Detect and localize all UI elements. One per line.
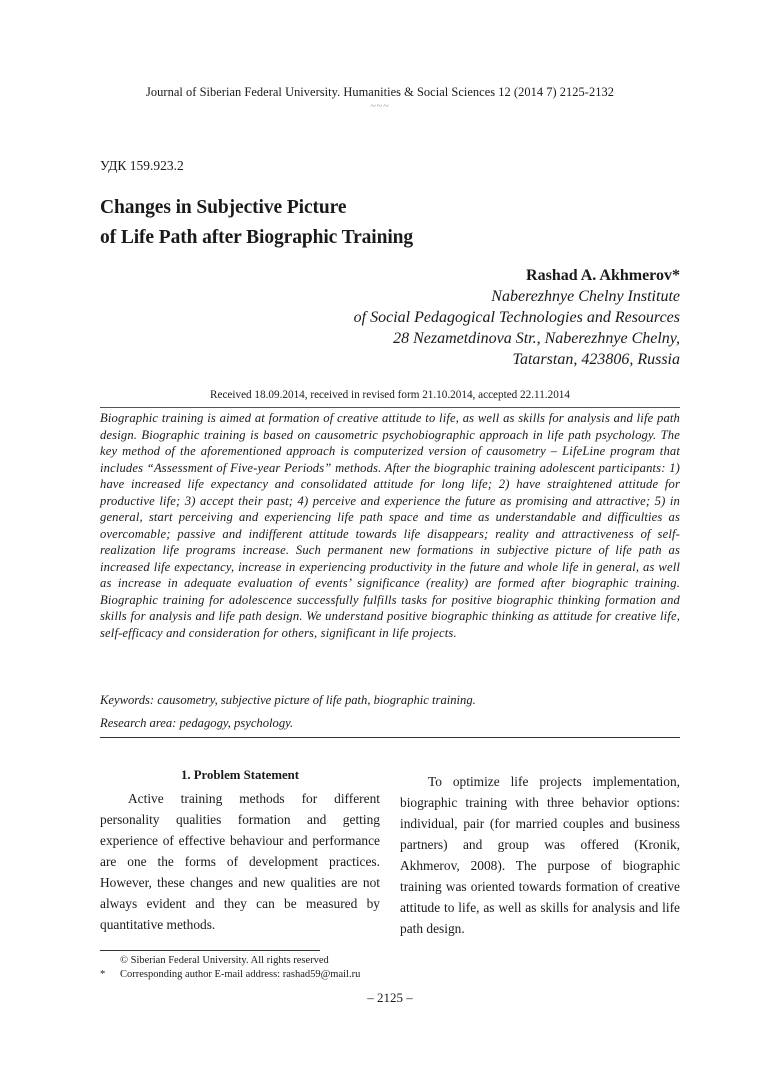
- author-block: [354, 265, 680, 370]
- article-title: [100, 193, 413, 253]
- journal-header: Journal of Siberian Federal University. Humanities & Social Sciences 12 (2014 7) 2125-2132: [146, 85, 614, 99]
- footnote-corresponding-author: [100, 967, 500, 982]
- affiliation-line: 28 Nezametdinova Str., Naberezhnye Chelny,: [393, 330, 680, 347]
- section-heading: 1. Problem Statement: [180, 768, 300, 782]
- abstract-bottom-rule: [100, 737, 680, 738]
- title-line-2: of Life Path after Biographic Training: [100, 227, 414, 248]
- body-column-left: [100, 766, 380, 935]
- affiliation-line: Naberezhnye Chelny Institute: [491, 288, 680, 305]
- body-paragraph: To optimize life projects implementation, biographic training with three behavior options: individual, pair (for married couples and business partners) and group was offered (Kronik, Akhmerov, 2008). The purpose of biographic training was oriented towards formation of creative attitude to life, as well as skills for analysis and life path design.: [400, 774, 680, 936]
- research-area: Research area: pedagogy, psychology.: [100, 716, 294, 730]
- footnote-marker: *: [100, 969, 106, 980]
- page-number: – 2125 –: [367, 990, 413, 1005]
- footnote-rule: [100, 950, 320, 951]
- header-ornament: ~~~: [370, 101, 390, 112]
- author-name: Rashad A. Akhmerov*: [526, 267, 680, 284]
- footnote-text: © Siberian Federal University. All rights reserved: [120, 955, 329, 966]
- abstract-top-rule: [100, 407, 680, 408]
- keywords: Keywords: causometry, subjective picture of life path, biographic training.: [100, 693, 476, 707]
- affiliation-line: of Social Pedagogical Technologies and Resources: [353, 309, 680, 326]
- abstract: Biographic training is aimed at formation of creative attitude to life, as well as skills for analysis and life path design. Biographic training is based on causometric psychobiographic approach in life path psychology. The key method of the aforementioned approach is computerized version of causometry – LifeLine program that includes “Assessment of Five-year Periods” methods. After the biographic training adolescent participants: 1) have increased life expectancy and consolidated attitude for long life; 2) have straightened attitude for productive life; 3) accept their past; 4) perceive and experience the future as promising and attractive; 5) in general, start perceiving and experiencing life path space and time as understandable and difficulties as overcomable; passive and indifferent attitude towards life disappears; reality and attractiveness of self-realization life programs increase. Such permanent new formations in subjective picture of life path as increased life expectancy, increase in experiencing productivity in the future and whole life in general, as well as increase in adequate evaluation of events’ significance (reality) are formed after biographic training. Biographic training for adolescence successfully fulfills tasks for positive biographic thinking formation and skills for analysis and life path design. We understand positive biographic thinking as attitude for creative life, self-efficacy and consideration for others, significant in life projects.: [100, 411, 680, 640]
- udc-code: УДК 159.923.2: [100, 158, 184, 173]
- affiliation-line: Tatarstan, 423806, Russia: [512, 351, 680, 368]
- footnote-text: Corresponding author E-mail address: rashad59@mail.ru: [120, 969, 361, 980]
- body-column-right: [400, 771, 680, 939]
- title-line-1: Changes in Subjective Picture: [100, 197, 347, 218]
- received-dates: Received 18.09.2014, received in revised form 21.10.2014, accepted 22.11.2014: [210, 389, 570, 401]
- body-paragraph: Active training methods for different personality qualities formation and getting experience of effective behaviour and performance are one the forms of development practices. However, these changes and new qualities are not always evident and they can be measured by quantitative methods.: [100, 791, 380, 932]
- footnote-copyright: [100, 953, 500, 968]
